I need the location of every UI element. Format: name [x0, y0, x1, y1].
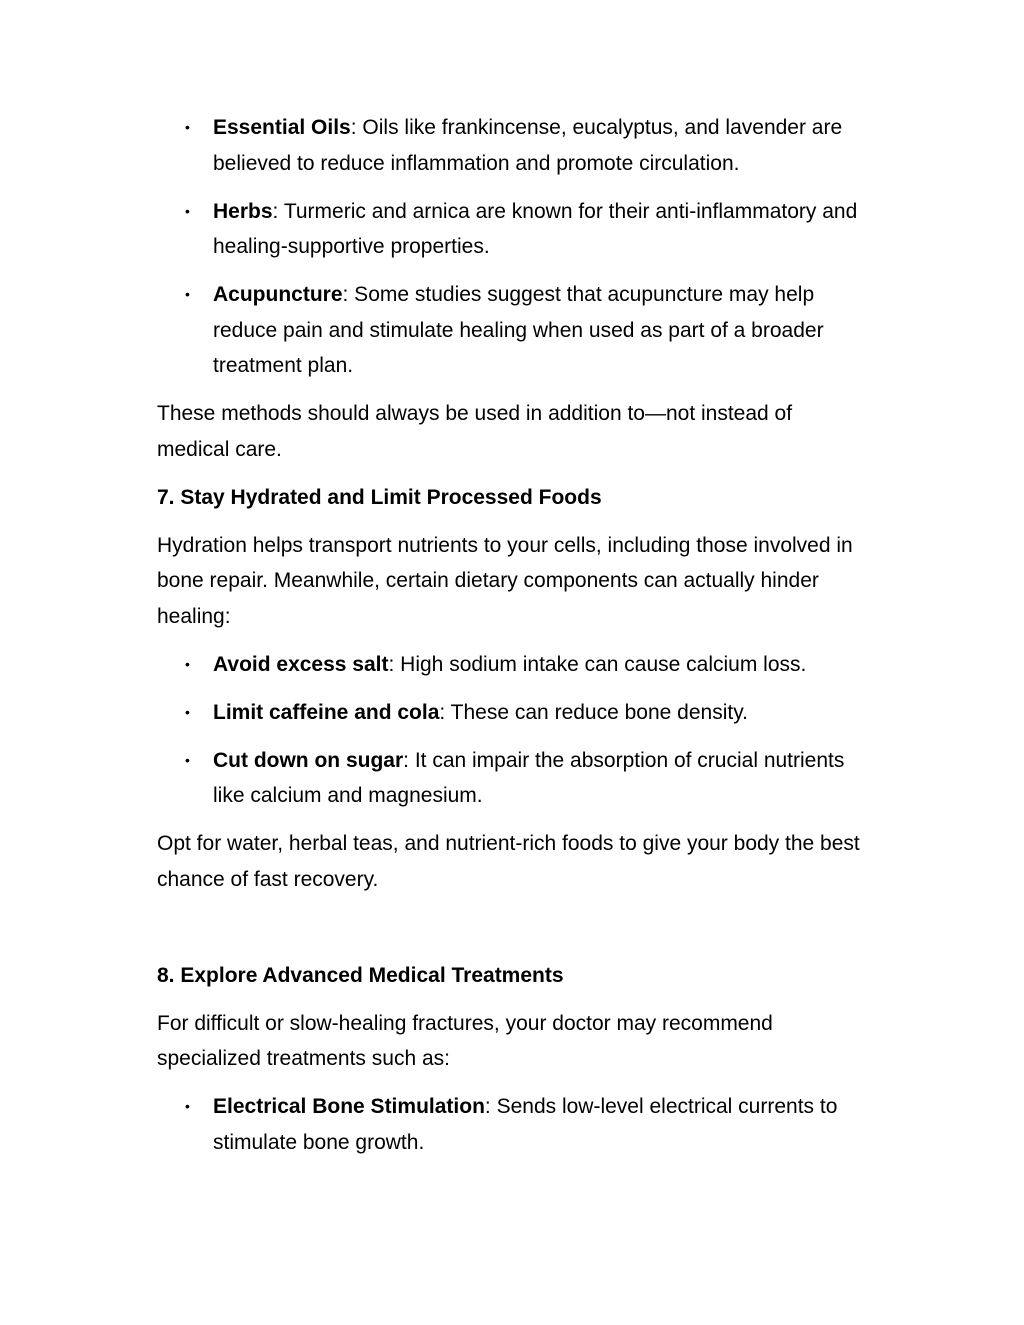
- paragraph: These methods should always be used in addition to—not instead of medical care.: [157, 402, 793, 461]
- list-item-term: Avoid excess salt: [213, 652, 389, 676]
- list-item: [157, 647, 869, 683]
- list-item-term: Acupuncture: [213, 283, 343, 306]
- bullet-icon: •: [185, 286, 190, 302]
- bullet-icon: •: [185, 202, 190, 219]
- list-item: [157, 743, 869, 814]
- list-item: [157, 110, 869, 181]
- document-page: [157, 110, 869, 1173]
- list-item-term: Limit caffeine and cola: [213, 700, 440, 724]
- list-item-text: : Sends low-level electrical currents to stimulate bone growth.: [213, 1095, 838, 1154]
- list-item-term: Electrical Bone Stimulation: [213, 1095, 485, 1118]
- bullet-icon: •: [185, 119, 190, 135]
- section-heading: 8. Explore Advanced Medical Treatments: [157, 963, 564, 987]
- list-item-text: : Oils like frankincense, eucalyptus, and lavender are believed to reduce inflammation and promote circulation.: [213, 116, 843, 175]
- list-item: [157, 1089, 869, 1160]
- list-item-text: : It can impair the absorption of crucial nutrients like calcium and magnesium.: [213, 748, 845, 807]
- dietary-list: [157, 647, 869, 814]
- bullet-icon: •: [185, 751, 190, 768]
- paragraph: For difficult or slow-healing fractures, your doctor may recommend specialized treatments such as:: [157, 1011, 773, 1070]
- section-heading: 7. Stay Hydrated and Limit Processed Foods: [157, 485, 602, 509]
- list-item-term: Herbs: [213, 199, 273, 223]
- list-item-text: : High sodium intake can cause calcium loss.: [388, 652, 807, 676]
- list-item: [157, 695, 869, 731]
- list-item-text: : Some studies suggest that acupuncture may help reduce pain and stimulate healing when used as part of a broader treatment plan.: [213, 283, 824, 377]
- paragraph: Opt for water, herbal teas, and nutrient-rich foods to give your body the best chance of fast recovery.: [157, 832, 860, 891]
- list-item-text: : Turmeric and arnica are known for their anti-inflammatory and healing-supportive properties.: [213, 199, 858, 258]
- list-item: [157, 277, 869, 384]
- list-item-text: : These can reduce bone density.: [439, 700, 748, 724]
- list-item-term: Cut down on sugar: [213, 748, 404, 772]
- list-item: [157, 194, 869, 265]
- bullet-icon: •: [185, 1098, 190, 1114]
- section-spacer: [157, 910, 869, 958]
- treatments-list: [157, 1089, 869, 1160]
- paragraph: Hydration helps transport nutrients to your cells, including those involved in bone repair. Meanwhile, certain dietary components can actually hinder healing:: [157, 533, 853, 628]
- bullet-icon: •: [185, 655, 190, 672]
- natural-remedies-list: [157, 110, 869, 384]
- bullet-icon: •: [185, 703, 190, 720]
- list-item-term: Essential Oils: [213, 116, 351, 139]
